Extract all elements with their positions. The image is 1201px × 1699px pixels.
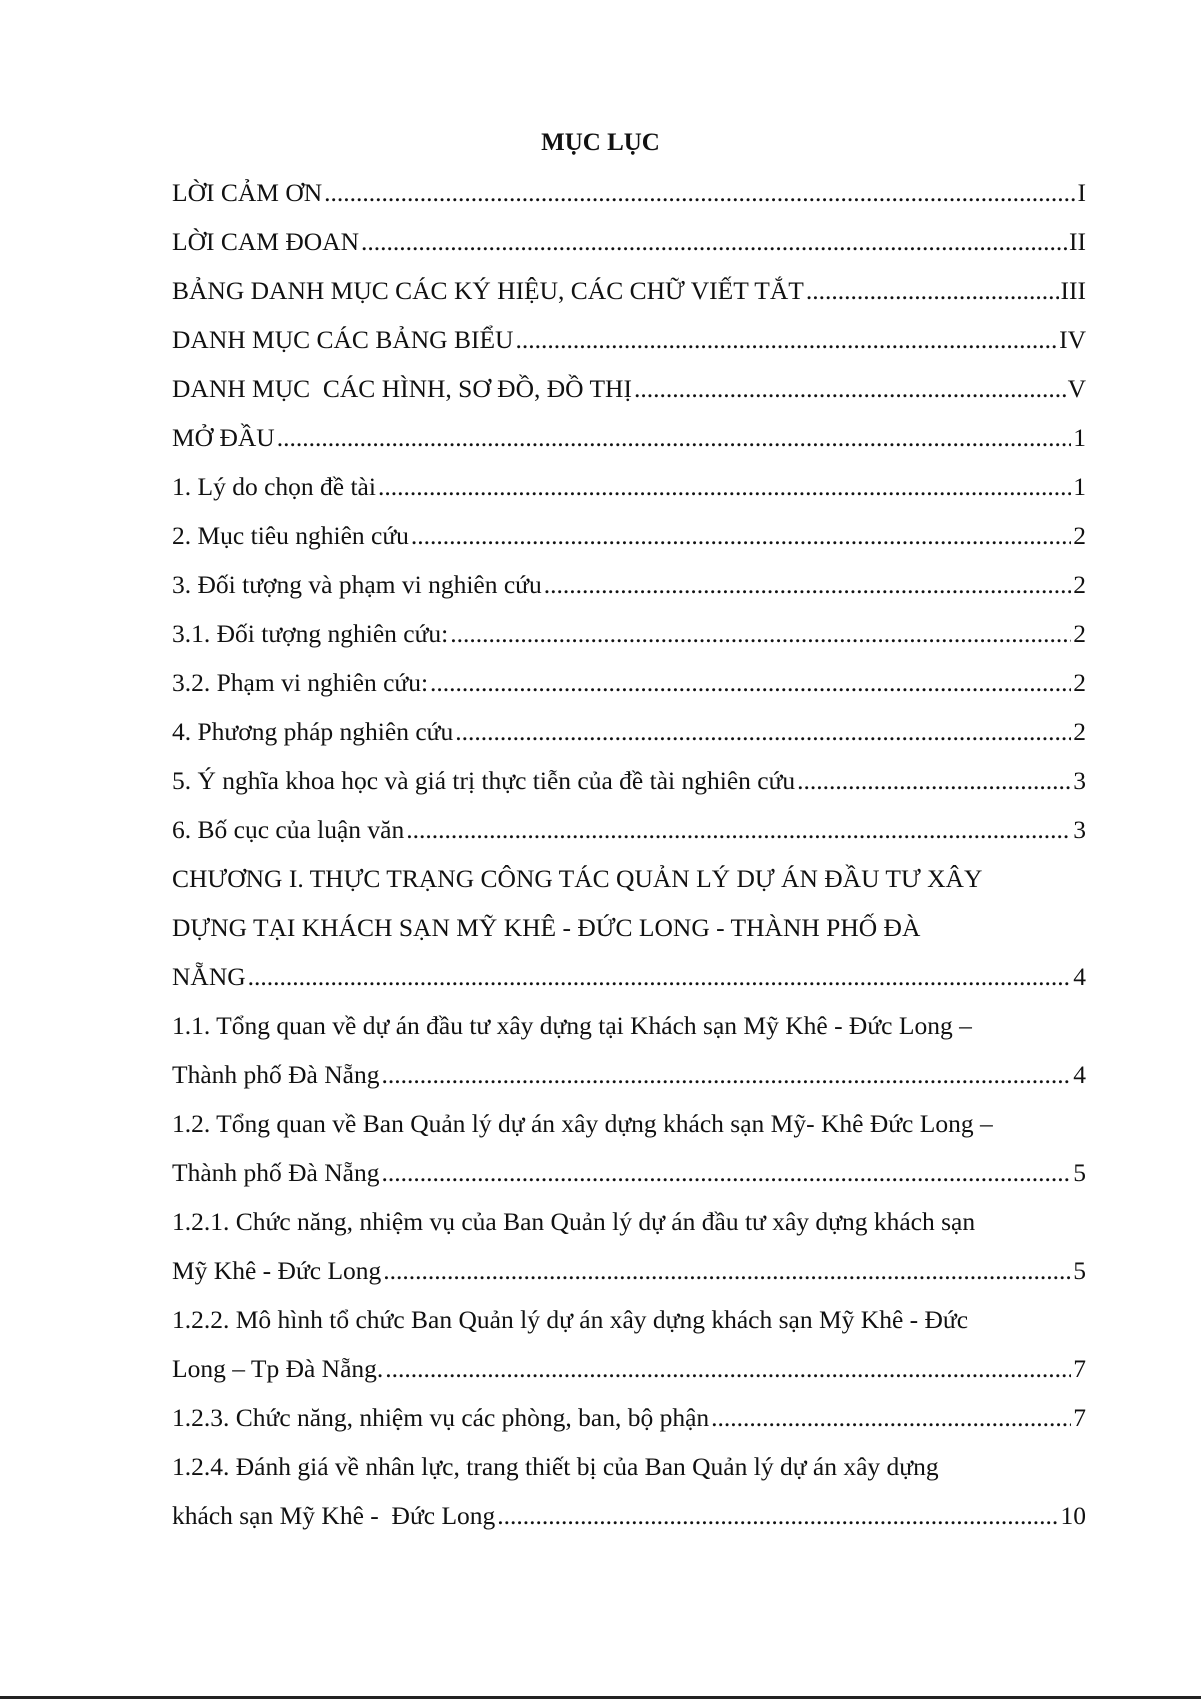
- toc-entry-page: 1: [1073, 472, 1086, 501]
- dot-leader: [515, 315, 1057, 364]
- toc-entry-page: 3: [1073, 766, 1086, 795]
- dot-leader: [382, 1148, 1072, 1197]
- toc-entry-text: 2. Mục tiêu nghiên cứu: [172, 521, 409, 550]
- toc-entry-text: 5. Ý nghĩa khoa học và giá trị thực tiễn của đề tài nghiên cứu: [172, 766, 796, 795]
- toc-entry-text: 1.1. Tổng quan về dự án đầu tư xây dựng tại Khách sạn Mỹ Khê - Đức Long –: [172, 1011, 972, 1040]
- toc-entry-line: [172, 1246, 1086, 1295]
- toc-entry-1-2-3[interactable]: [172, 1393, 1086, 1442]
- toc-entry-line: [172, 1491, 1086, 1540]
- toc-entry-line: [172, 1050, 1086, 1099]
- toc-entry-text: LỜI CAM ĐOAN: [172, 227, 359, 256]
- toc-entry[interactable]: [172, 217, 1086, 266]
- toc-entry-1-2-1[interactable]: [172, 1197, 1086, 1295]
- toc-entry[interactable]: [172, 168, 1086, 217]
- toc-entry-page: 2: [1073, 717, 1086, 746]
- toc-entry-page: III: [1060, 276, 1086, 305]
- toc-entry-page: 7: [1073, 1354, 1086, 1383]
- toc-entry-page: 5: [1073, 1256, 1086, 1285]
- dot-leader: [277, 413, 1072, 462]
- toc-entry[interactable]: [172, 266, 1086, 315]
- toc-entry-page: 3: [1073, 815, 1086, 844]
- toc-entry-line: [172, 854, 1086, 903]
- dot-leader: [430, 658, 1071, 707]
- toc-entry-text: 3. Đối tượng và phạm vi nghiên cứu: [172, 570, 542, 599]
- dot-leader: [634, 364, 1066, 413]
- toc-entry-page: 4: [1073, 962, 1086, 991]
- toc-entry-page: V: [1067, 374, 1086, 403]
- toc-entry[interactable]: [172, 364, 1086, 413]
- toc-entry[interactable]: [172, 511, 1086, 560]
- toc-entry-text: 3.1. Đối tượng nghiên cứu:: [172, 619, 449, 648]
- toc-entry-line: [172, 1344, 1086, 1393]
- toc-entry-text: 1.2.4. Đánh giá về nhân lực, trang thiết bị của Ban Quản lý dự án xây dựng: [172, 1452, 939, 1481]
- toc-entry-text: CHƯƠNG I. THỰC TRẠNG CÔNG TÁC QUẢN LÝ DỰ ÁN ĐẦU TƯ XÂY: [172, 864, 983, 893]
- toc-entry-page: 5: [1073, 1158, 1086, 1187]
- toc-entry-text: BẢNG DANH MỤC CÁC KÝ HIỆU, CÁC CHỮ VIẾT TẮT: [172, 276, 804, 305]
- toc-entry-text: 1.2.1. Chức năng, nhiệm vụ của Ban Quản lý dự án đầu tư xây dựng khách sạn: [172, 1207, 976, 1236]
- dot-leader: [383, 1246, 1071, 1295]
- toc-entry-text: Long – Tp Đà Nẵng.: [172, 1354, 384, 1383]
- toc-entry-1-2[interactable]: [172, 1099, 1086, 1197]
- toc-entry-1-2-4[interactable]: [172, 1442, 1086, 1540]
- toc-entry-text: 1.2. Tổng quan về Ban Quản lý dự án xây dựng khách sạn Mỹ- Khê Đức Long –: [172, 1109, 993, 1138]
- toc-entry-line: [172, 952, 1086, 1001]
- toc-entry-text: LỜI CẢM ƠN: [172, 178, 323, 207]
- dot-leader: [711, 1393, 1071, 1442]
- toc-entry-text: 1.2.3. Chức năng, nhiệm vụ các phòng, ban, bộ phận: [172, 1403, 710, 1432]
- toc-entry-line: [172, 1295, 1086, 1344]
- dot-leader: [378, 462, 1071, 511]
- toc-entry-line: [172, 1442, 1086, 1491]
- toc-entry-page: II: [1069, 227, 1086, 256]
- toc-entry-text: 4. Phương pháp nghiên cứu: [172, 717, 454, 746]
- toc-entry-page: 7: [1073, 1403, 1086, 1432]
- dot-leader: [361, 217, 1067, 266]
- toc-entry-text: DỰNG TẠI KHÁCH SẠN MỸ KHÊ - ĐỨC LONG - THÀNH PHỐ ĐÀ: [172, 913, 921, 942]
- toc-entry-1-1[interactable]: [172, 1001, 1086, 1099]
- toc-entry[interactable]: [172, 413, 1086, 462]
- dot-leader: [382, 1050, 1072, 1099]
- toc-entry[interactable]: [172, 609, 1086, 658]
- toc-entry[interactable]: [172, 315, 1086, 364]
- dot-leader: [455, 707, 1071, 756]
- toc-entry-text: DANH MỤC CÁC BẢNG BIỂU: [172, 325, 514, 354]
- toc-entry-line: [172, 1099, 1086, 1148]
- table-of-contents: [172, 168, 1086, 1540]
- toc-entry-page: 2: [1073, 521, 1086, 550]
- toc-entry-page: IV: [1059, 325, 1086, 354]
- dot-leader: [497, 1491, 1058, 1540]
- toc-entry-text: Thành phố Đà Nẵng: [172, 1060, 380, 1089]
- toc-entry-text: 1.2.2. Mô hình tổ chức Ban Quản lý dự án xây dựng khách sạn Mỹ Khê - Đức: [172, 1305, 969, 1334]
- toc-entry[interactable]: [172, 658, 1086, 707]
- toc-entry-text: 1. Lý do chọn đề tài: [172, 472, 376, 501]
- toc-entry-chapter-1[interactable]: [172, 854, 1086, 1001]
- toc-entry[interactable]: [172, 560, 1086, 609]
- toc-entry-page: 2: [1073, 619, 1086, 648]
- toc-entry[interactable]: [172, 805, 1086, 854]
- toc-entry[interactable]: [172, 462, 1086, 511]
- toc-entry-text: Thành phố Đà Nẵng: [172, 1158, 380, 1187]
- toc-entry-text: DANH MỤC CÁC HÌNH, SƠ ĐỒ, ĐỒ THỊ: [172, 374, 632, 403]
- toc-entry-page: 1: [1073, 423, 1086, 452]
- toc-entry-page: 2: [1073, 570, 1086, 599]
- toc-entry-text: Mỹ Khê - Đức Long: [172, 1256, 382, 1285]
- toc-entry-line: [172, 1148, 1086, 1197]
- toc-entry-text: 3.2. Phạm vi nghiên cứu:: [172, 668, 429, 697]
- toc-entry-line: [172, 1001, 1086, 1050]
- toc-entry-page: I: [1077, 178, 1086, 207]
- toc-entry-line: [172, 1197, 1086, 1246]
- dot-leader: [411, 511, 1071, 560]
- toc-entry-text: khách sạn Mỹ Khê - Đức Long: [172, 1501, 496, 1530]
- toc-entry-page: 4: [1073, 1060, 1086, 1089]
- toc-entry[interactable]: [172, 756, 1086, 805]
- dot-leader: [797, 756, 1071, 805]
- toc-title: MỤC LỤC: [541, 129, 660, 156]
- toc-entry-text: 6. Bố cục của luận văn: [172, 815, 405, 844]
- toc-entry-page: 10: [1060, 1501, 1086, 1530]
- toc-entry-page: 2: [1073, 668, 1086, 697]
- dot-leader: [385, 1344, 1071, 1393]
- dot-leader: [406, 805, 1071, 854]
- toc-entry-1-2-2[interactable]: [172, 1295, 1086, 1393]
- toc-entry-text: MỞ ĐẦU: [172, 423, 275, 452]
- toc-entry[interactable]: [172, 707, 1086, 756]
- dot-leader: [544, 560, 1072, 609]
- dot-leader: [806, 266, 1059, 315]
- toc-entry-line: [172, 903, 1086, 952]
- toc-entry-text: NẴNG: [172, 962, 246, 991]
- dot-leader: [248, 952, 1072, 1001]
- dot-leader: [324, 168, 1075, 217]
- dot-leader: [450, 609, 1071, 658]
